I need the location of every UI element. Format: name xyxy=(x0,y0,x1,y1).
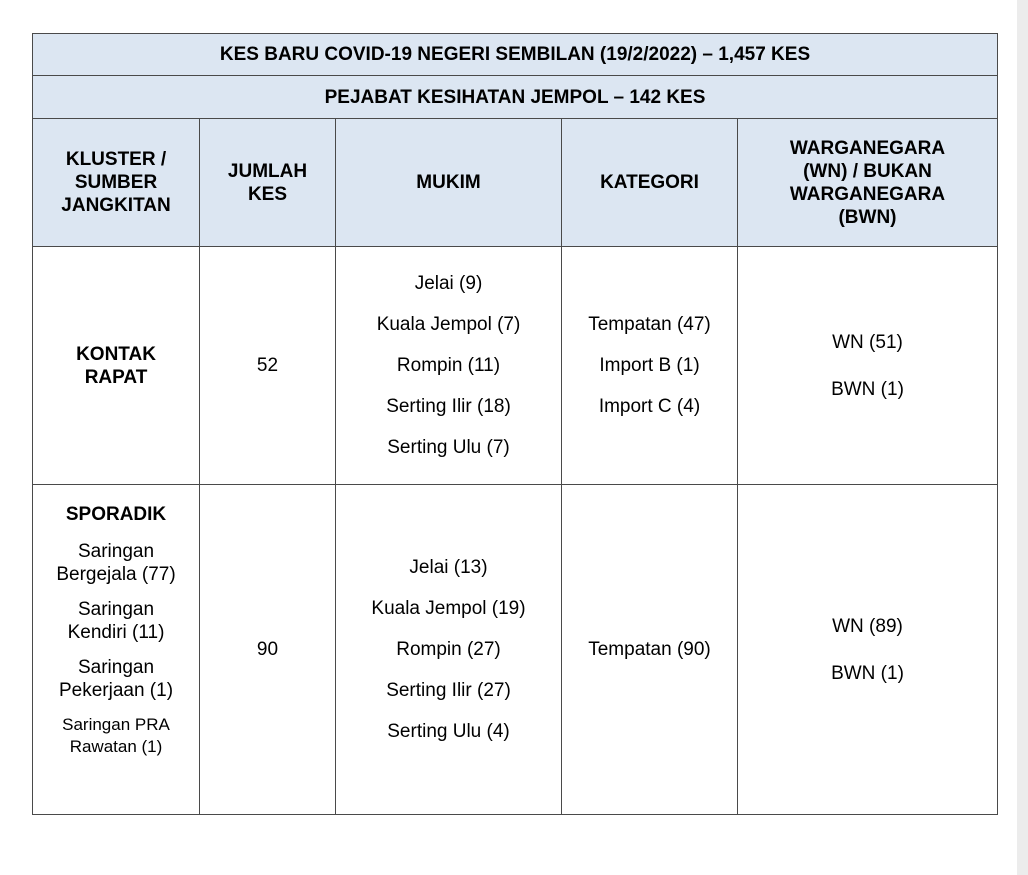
sub-category-line: Bergejala (77) xyxy=(56,564,176,585)
sub-category-line: Saringan xyxy=(77,599,155,620)
table-title: KES BARU COVID-19 NEGERI SEMBILAN (19/2/2022) – 1,457 KES xyxy=(33,34,998,76)
cluster-name: RAPAT xyxy=(84,366,148,388)
table-row-sporadik xyxy=(33,485,998,815)
wn-item: BWN (1) xyxy=(831,662,904,684)
header-kategori: KATEGORI xyxy=(562,119,738,247)
header-cluster xyxy=(33,119,200,247)
header-cluster-line: JANGKITAN xyxy=(61,195,171,216)
wn-item: WN (51) xyxy=(832,331,903,353)
sub-category xyxy=(59,656,173,702)
header-cluster-line: KLUSTER / xyxy=(65,149,167,170)
mukim-item: Kuala Jempol (7) xyxy=(376,314,521,335)
wn-cell xyxy=(738,247,998,485)
kategori-item: Import B (1) xyxy=(599,355,700,376)
header-wn-line: WARGANEGARA xyxy=(789,183,946,205)
mukim-item: Kuala Jempol (19) xyxy=(371,598,526,619)
kategori-cell xyxy=(562,485,738,815)
cluster-cell xyxy=(33,247,200,485)
mukim-item: Jelai (9) xyxy=(414,273,483,294)
kategori-item: Tempatan (47) xyxy=(588,314,711,335)
sub-category xyxy=(56,540,175,586)
kategori-item: Import C (4) xyxy=(598,396,701,417)
covid-cases-table xyxy=(32,33,998,815)
mukim-item: Jelai (13) xyxy=(409,557,488,578)
jumlah-cell: 52 xyxy=(200,247,336,485)
header-row xyxy=(33,119,998,247)
sub-category-line: Saringan xyxy=(77,541,155,562)
mukim-cell xyxy=(336,247,562,485)
header-jumlah xyxy=(200,119,336,247)
window-edge xyxy=(1017,0,1028,875)
header-jumlah-line: JUMLAH xyxy=(227,160,308,182)
header-wn-line: (BWN) xyxy=(838,206,897,228)
sub-category-line: Kendiri (11) xyxy=(67,622,165,643)
header-mukim: MUKIM xyxy=(336,119,562,247)
header-wn xyxy=(738,119,998,247)
wn-cell xyxy=(738,485,998,815)
wn-item: WN (89) xyxy=(832,615,903,637)
mukim-item: Serting Ulu (4) xyxy=(387,721,510,742)
kategori-cell xyxy=(562,247,738,485)
title-row xyxy=(33,34,998,76)
sub-category xyxy=(68,598,165,644)
mukim-item: Serting Ilir (27) xyxy=(386,680,511,701)
sub-category-line: Saringan xyxy=(77,657,155,678)
jumlah-cell: 90 xyxy=(200,485,336,815)
mukim-item: Rompin (27) xyxy=(396,639,501,660)
header-wn-line: (WN) / BUKAN xyxy=(803,160,932,182)
header-jumlah-line: KES xyxy=(247,183,288,205)
subtitle-row xyxy=(33,76,998,119)
mukim-item: Serting Ilir (18) xyxy=(386,396,511,417)
cluster-name: KONTAK xyxy=(76,343,156,365)
table-row-kontak-rapat xyxy=(33,247,998,485)
sub-category-line: Saringan PRA xyxy=(62,715,170,734)
sub-category-line: Pekerjaan (1) xyxy=(58,680,174,701)
table-subtitle: PEJABAT KESIHATAN JEMPOL – 142 KES xyxy=(33,76,998,119)
wn-item: BWN (1) xyxy=(831,378,904,400)
sub-category xyxy=(62,714,170,758)
mukim-item: Serting Ulu (7) xyxy=(387,437,510,458)
sub-category-line: Rawatan (1) xyxy=(69,737,163,756)
header-cluster-line: SUMBER xyxy=(74,172,158,193)
mukim-cell xyxy=(336,485,562,815)
cluster-cell xyxy=(33,485,200,815)
header-wn-line: WARGANEGARA xyxy=(789,137,946,159)
mukim-item: Rompin (11) xyxy=(396,355,501,376)
cluster-name: SPORADIK xyxy=(65,504,167,525)
kategori-item: Tempatan (90) xyxy=(588,639,711,660)
